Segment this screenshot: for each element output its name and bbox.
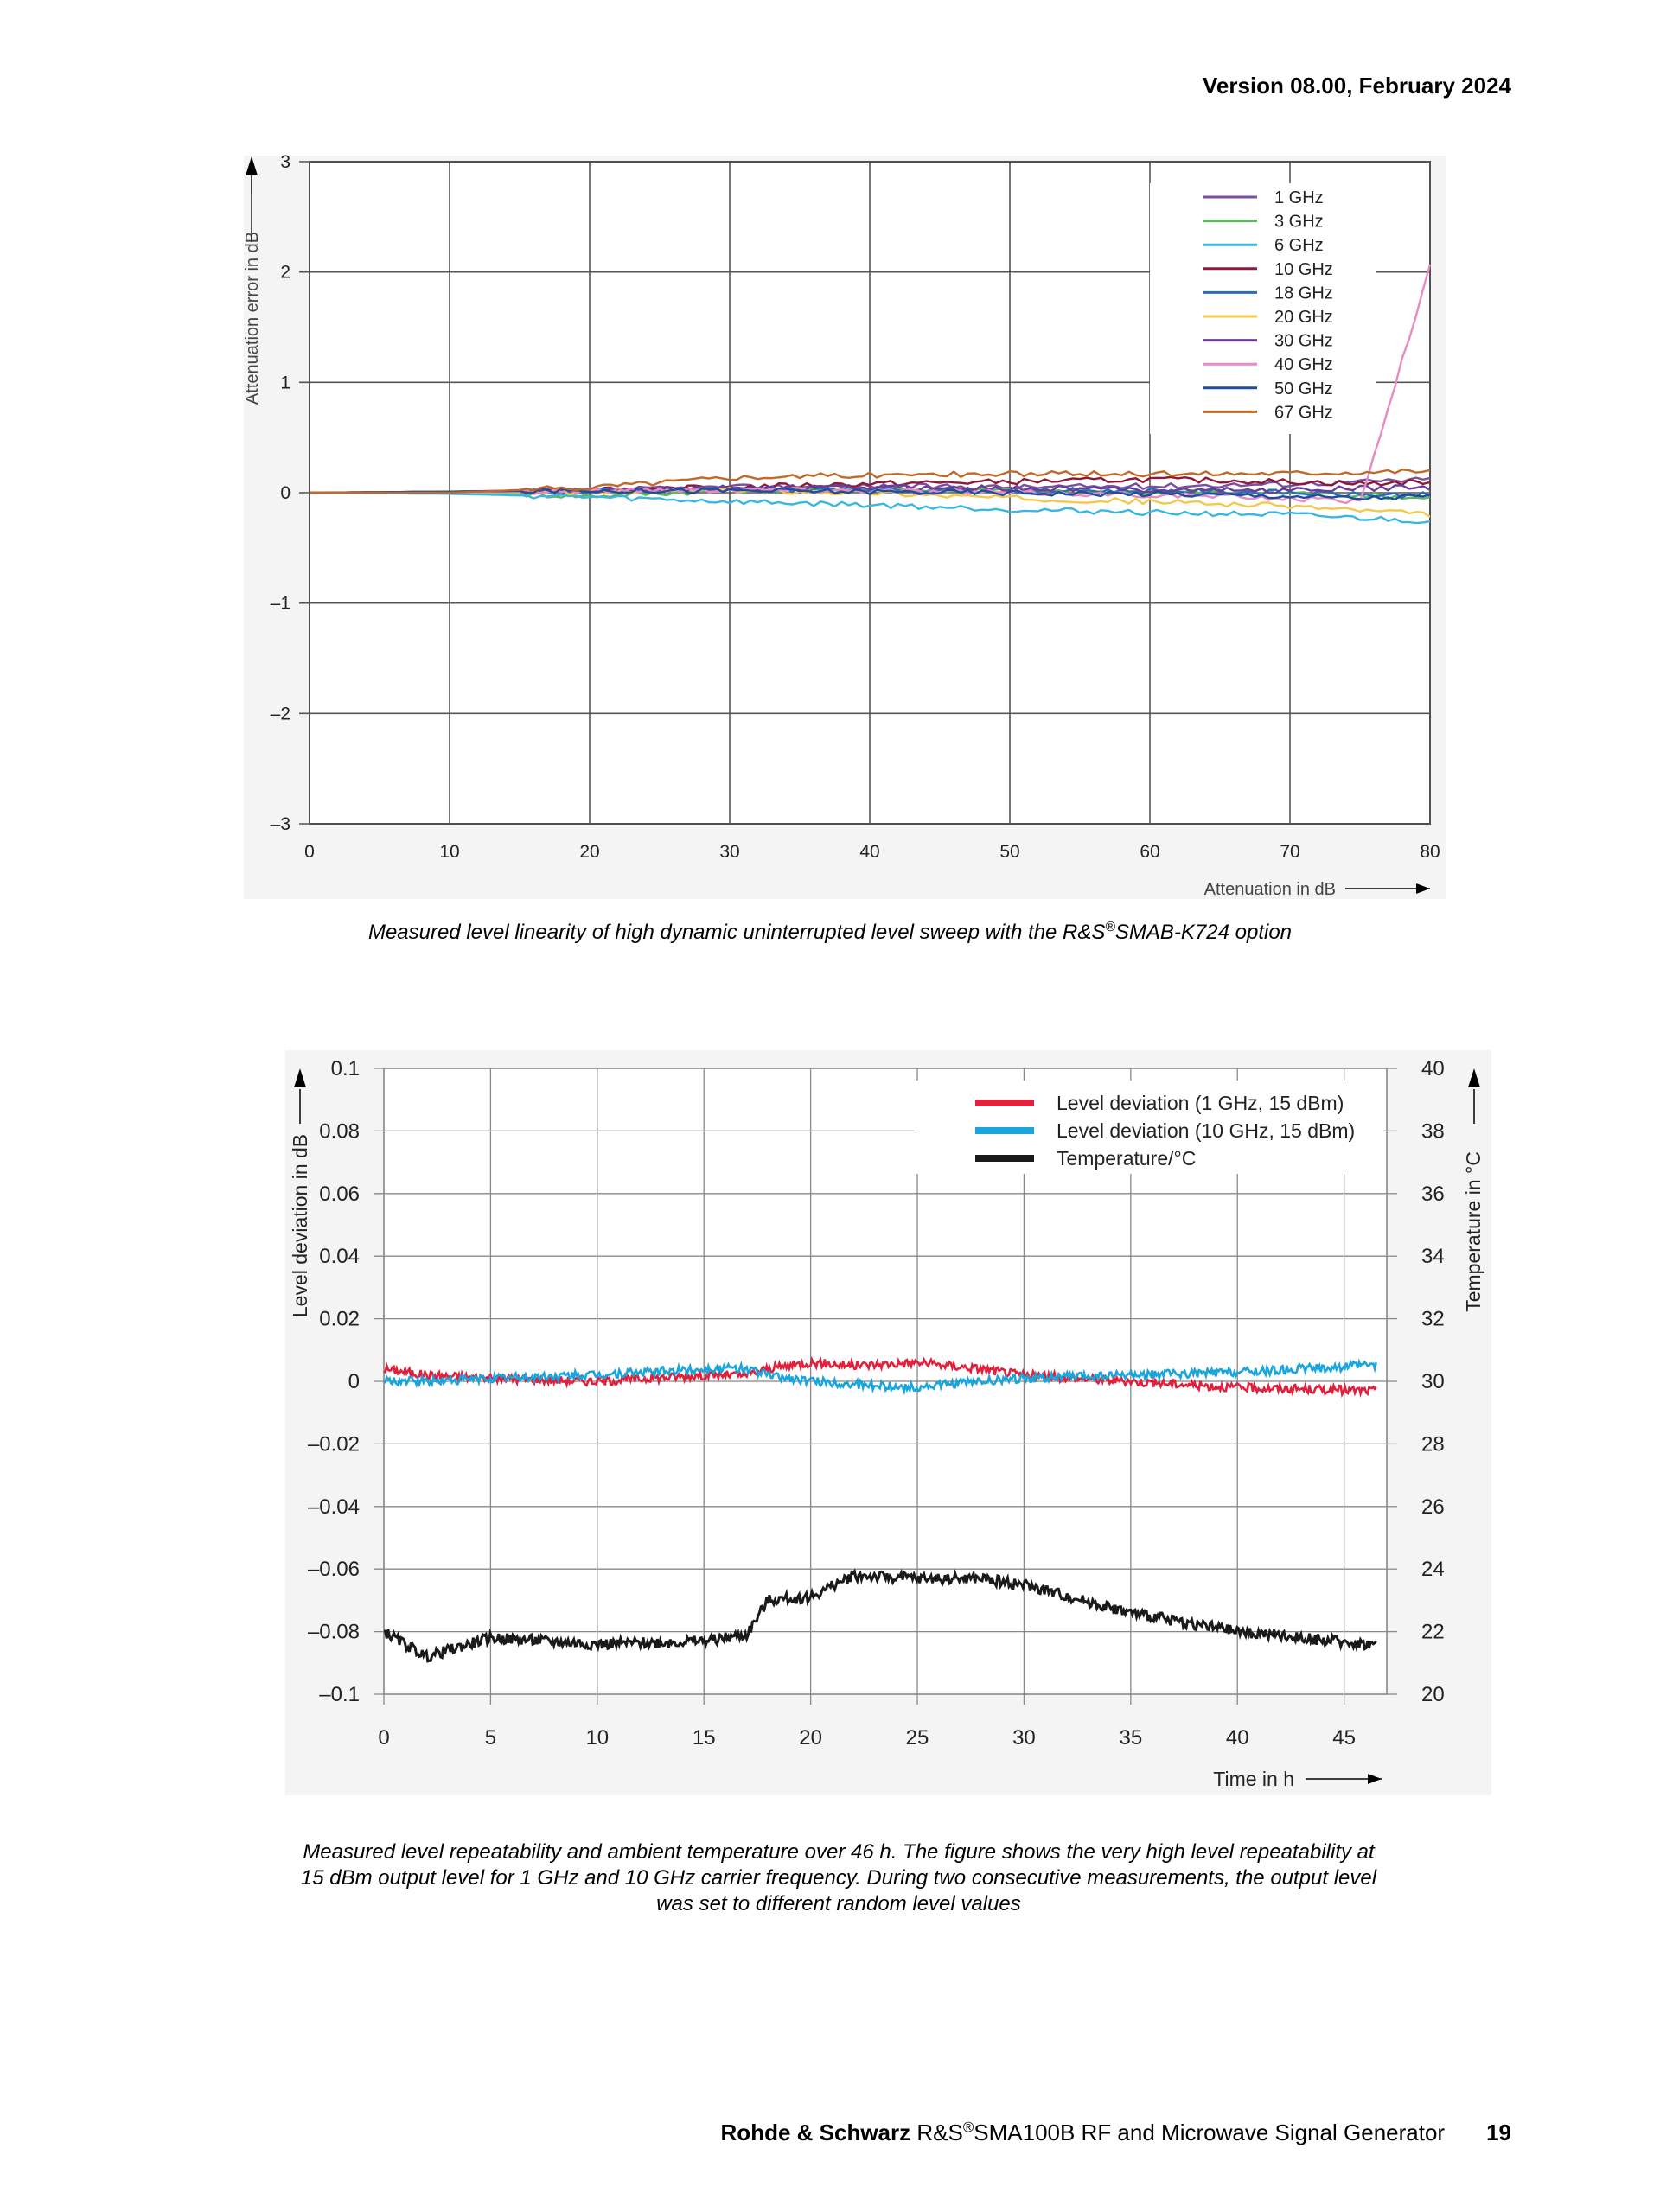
y-tick-label: –0.06 [307, 1558, 360, 1582]
y-tick-label: –0.02 [307, 1432, 360, 1457]
legend-label: 40 GHz [1274, 355, 1333, 375]
y-axis-title: Level deviation in dB [289, 1133, 311, 1318]
y-tick-label: 0.04 [319, 1245, 360, 1269]
x-tick-label: 0 [304, 842, 315, 862]
caption-line: Measured level repeatability and ambient temperature over 46 h. The figure shows the very high level repeatability at [303, 1840, 1375, 1864]
x-tick-label: 70 [1280, 842, 1300, 862]
x-tick-label: 15 [692, 1726, 716, 1750]
y2-tick-label: 32 [1421, 1307, 1445, 1331]
y-tick-label: 0.02 [319, 1307, 360, 1331]
document-version: Version 08.00, February 2024 [1203, 73, 1511, 99]
x-tick-label: 35 [1119, 1726, 1143, 1750]
x-tick-label: 30 [1012, 1726, 1036, 1750]
legend-label: Level deviation (10 GHz, 15 dBm) [1057, 1119, 1356, 1142]
x-tick-label: 40 [1225, 1726, 1249, 1750]
legend-label: 3 GHz [1274, 212, 1324, 232]
footer-brand: Rohde & Schwarz [720, 2120, 911, 2145]
legend-label: 10 GHz [1274, 259, 1333, 279]
y-tick-label: 2 [280, 262, 290, 283]
y-tick-label: –0.1 [319, 1683, 360, 1706]
x-axis-title: Attenuation in dB [1204, 880, 1336, 899]
level-repeatability-chart [285, 1050, 1491, 1795]
x-tick-label: 20 [799, 1726, 822, 1750]
caption-line: 15 dBm output level for 1 GHz and 10 GHz carrier frequency. During two consecutive measurements, the output level [300, 1866, 1377, 1890]
legend-label: 18 GHz [1274, 284, 1333, 303]
y-tick-label: 0.1 [330, 1057, 360, 1081]
y2-tick-label: 26 [1421, 1495, 1445, 1519]
legend-box [1150, 183, 1376, 434]
attenuation-error-chart [243, 152, 1446, 899]
legend-label: 30 GHz [1274, 331, 1333, 351]
y2-tick-label: 30 [1421, 1370, 1445, 1393]
page-number: 19 [1486, 2120, 1511, 2145]
y-tick-label: –1 [270, 593, 290, 614]
y-tick-label: 0.08 [319, 1119, 360, 1144]
y-tick-label: –0.08 [307, 1620, 360, 1644]
y-tick-label: 0 [280, 483, 290, 503]
legend-label: Temperature/°C [1057, 1147, 1197, 1170]
legend-label: 67 GHz [1274, 403, 1333, 423]
y2-tick-label: 34 [1421, 1245, 1445, 1269]
x-tick-label: 0 [378, 1726, 390, 1750]
y2-tick-label: 40 [1421, 1057, 1445, 1081]
legend-label: 1 GHz [1274, 188, 1324, 207]
legend-label: 20 GHz [1274, 308, 1333, 327]
y-axis-title: Attenuation error in dB [243, 231, 262, 405]
legend-label: Level deviation (1 GHz, 15 dBm) [1057, 1092, 1344, 1114]
y2-tick-label: 20 [1421, 1683, 1445, 1706]
x-tick-label: 10 [439, 842, 460, 862]
y2-tick-label: 38 [1421, 1119, 1445, 1144]
y2-tick-label: 28 [1421, 1432, 1445, 1457]
y-tick-label: 3 [280, 152, 290, 172]
x-tick-label: 40 [859, 842, 880, 862]
x-tick-label: 30 [719, 842, 740, 862]
y-tick-label: 0.06 [319, 1182, 360, 1206]
y2-tick-label: 36 [1421, 1182, 1445, 1206]
y-tick-label: –2 [270, 704, 290, 724]
y2-axis-title: Temperature in °C [1462, 1151, 1484, 1312]
page-footer: Rohde & Schwarz R&S®SMA100B RF and Microwave Signal Generator 19 [720, 2119, 1511, 2145]
y-tick-label: –0.04 [307, 1495, 360, 1519]
x-axis-title: Time in h [1213, 1768, 1294, 1790]
x-tick-label: 5 [484, 1726, 497, 1750]
x-tick-label: 20 [579, 842, 600, 862]
x-tick-label: 10 [585, 1726, 610, 1750]
x-tick-label: 45 [1332, 1726, 1356, 1750]
chart1-caption: Measured level linearity of high dynamic uninterrupted level sweep with the R&S®SMAB-K724 option [367, 920, 1293, 944]
y-tick-label: –3 [270, 814, 290, 834]
caption-line: was set to different random level values [656, 1892, 1021, 1916]
x-tick-label: 50 [999, 842, 1020, 862]
x-tick-label: 60 [1140, 842, 1160, 862]
y2-tick-label: 22 [1421, 1620, 1445, 1644]
x-tick-label: 25 [905, 1726, 929, 1750]
y-tick-label: 1 [280, 373, 290, 393]
y2-tick-label: 24 [1421, 1558, 1445, 1582]
y-tick-label: 0 [348, 1370, 360, 1393]
x-tick-label: 80 [1420, 842, 1440, 862]
legend-label: 6 GHz [1274, 236, 1324, 256]
legend-label: 50 GHz [1274, 379, 1333, 398]
chart2-caption [242, 1839, 1435, 1917]
